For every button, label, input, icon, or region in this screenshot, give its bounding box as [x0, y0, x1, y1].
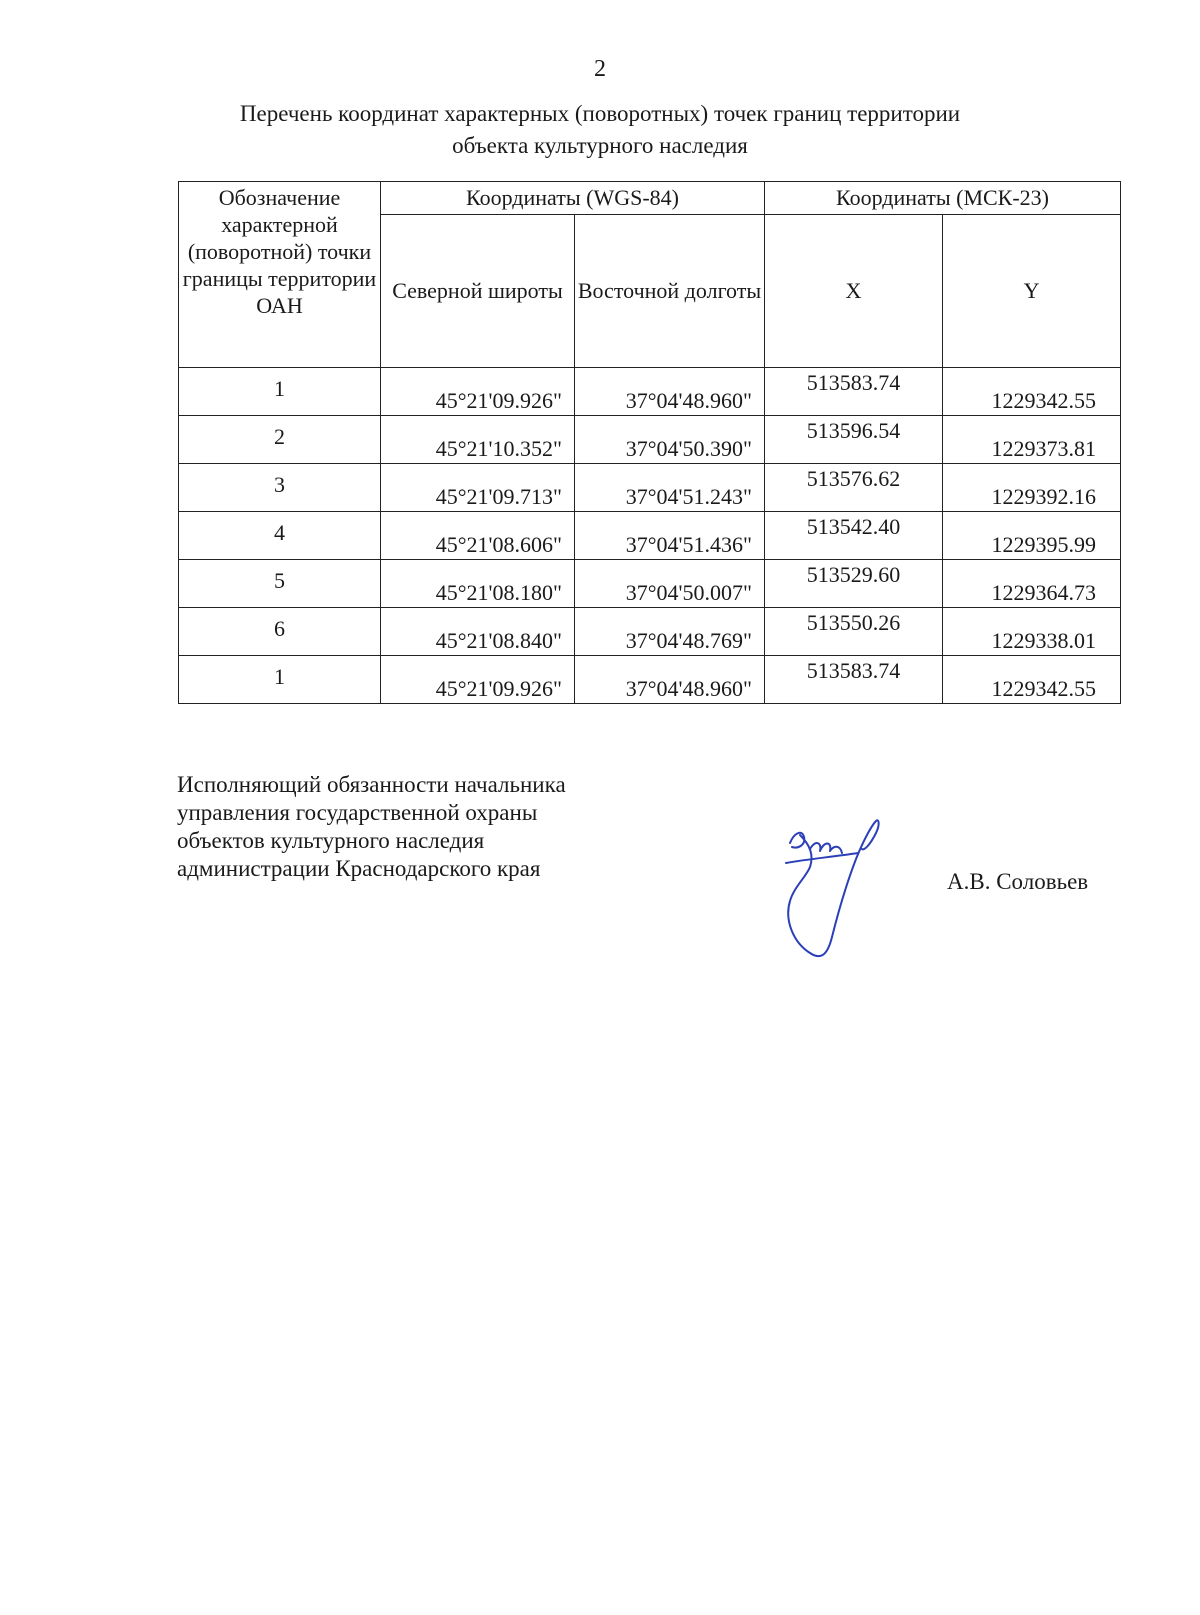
page-number: 2	[594, 56, 606, 82]
cell-y: 1229373.81	[943, 416, 1121, 464]
signer-position-line-3: объектов культурного наследия	[177, 828, 485, 853]
cell-point: 1	[179, 656, 381, 704]
cell-point: 4	[179, 512, 381, 560]
cell-x: 513596.54	[765, 416, 943, 464]
cell-x: 513529.60	[765, 560, 943, 608]
cell-y: 1229364.73	[943, 560, 1121, 608]
cell-latitude: 45°21'09.926"	[381, 368, 575, 416]
cell-x: 513576.62	[765, 464, 943, 512]
cell-latitude: 45°21'08.180"	[381, 560, 575, 608]
cell-y: 1229342.55	[943, 656, 1121, 704]
signer-position-line-1: Исполняющий обязанности начальника	[177, 772, 566, 797]
header-wgs84-group: Координаты (WGS-84)	[381, 182, 765, 215]
cell-longitude: 37°04'48.960"	[575, 656, 765, 704]
cell-latitude: 45°21'10.352"	[381, 416, 575, 464]
cell-longitude: 37°04'50.007"	[575, 560, 765, 608]
table-row	[179, 368, 1121, 416]
cell-y: 1229338.01	[943, 608, 1121, 656]
cell-point: 2	[179, 416, 381, 464]
cell-point: 1	[179, 368, 381, 416]
signer-position	[177, 771, 566, 883]
signer-name: А.В. Соловьев	[947, 869, 1089, 894]
cell-longitude: 37°04'51.436"	[575, 512, 765, 560]
header-msk23-group: Координаты (МСК-23)	[765, 182, 1121, 215]
cell-longitude: 37°04'51.243"	[575, 464, 765, 512]
cell-x: 513550.26	[765, 608, 943, 656]
header-latitude: Северной широты	[381, 215, 575, 368]
signer-position-line-4: администрации Краснодарского края	[177, 856, 541, 881]
table-row	[179, 656, 1121, 704]
header-point-designation: Обозначение характерной (поворотной) точки границы территории ОАН	[179, 182, 381, 368]
cell-latitude: 45°21'09.713"	[381, 464, 575, 512]
cell-latitude: 45°21'08.840"	[381, 608, 575, 656]
cell-y: 1229342.55	[943, 368, 1121, 416]
document-title-line-1: Перечень координат характерных (поворотных) точек границ территории	[239, 101, 961, 126]
coordinates-table	[178, 181, 1121, 704]
cell-longitude: 37°04'48.960"	[575, 368, 765, 416]
table-row	[179, 416, 1121, 464]
cell-longitude: 37°04'50.390"	[575, 416, 765, 464]
header-longitude: Восточной долготы	[575, 215, 765, 368]
cell-x: 513583.74	[765, 656, 943, 704]
cell-longitude: 37°04'48.769"	[575, 608, 765, 656]
header-y: Y	[943, 215, 1121, 368]
cell-y: 1229395.99	[943, 512, 1121, 560]
cell-point: 3	[179, 464, 381, 512]
table-row	[179, 464, 1121, 512]
signer-position-line-2: управления государственной охраны	[177, 800, 538, 825]
handwritten-signature	[780, 815, 890, 965]
table-row	[179, 560, 1121, 608]
header-x: X	[765, 215, 943, 368]
document-title-line-2: объекта культурного наследия	[452, 133, 748, 158]
cell-point: 6	[179, 608, 381, 656]
signature-stroke	[786, 820, 879, 956]
cell-x: 513542.40	[765, 512, 943, 560]
cell-latitude: 45°21'09.926"	[381, 656, 575, 704]
document-title	[150, 98, 1050, 162]
cell-point: 5	[179, 560, 381, 608]
cell-y: 1229392.16	[943, 464, 1121, 512]
cell-x: 513583.74	[765, 368, 943, 416]
table-row	[179, 608, 1121, 656]
table-row	[179, 512, 1121, 560]
cell-latitude: 45°21'08.606"	[381, 512, 575, 560]
